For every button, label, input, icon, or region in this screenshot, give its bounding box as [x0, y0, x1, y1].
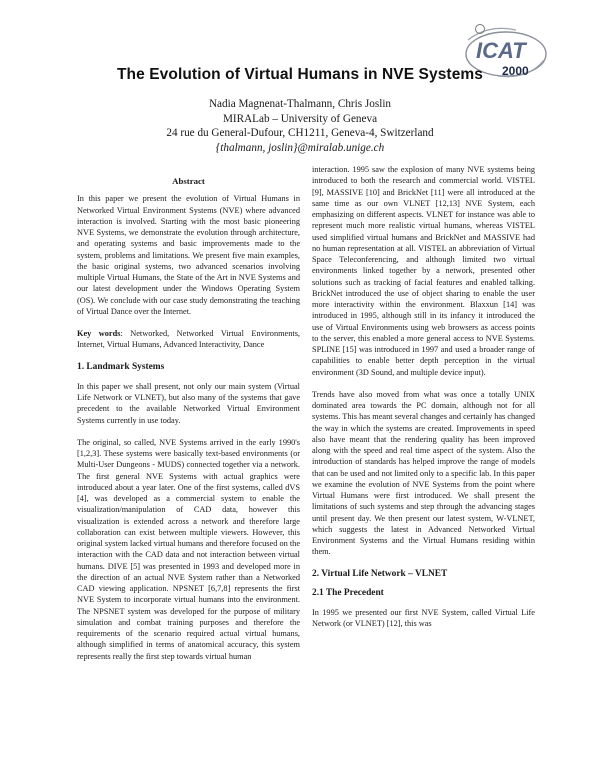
section-1-paragraph-2: The original, so called, NVE Systems arrived in the early 1990's [1,2,3]. These systems were basically text-based environments (or Multi-User Dungeons - MUDS) connected together via a network. The first general NVE Systems with actual graphics were introduced about a year later. One of the first systems, called dVS [4], was developed as a commercial system to enable the visualization/manipulation of CAD data, however this visualization is extended across a network and therefore large collaboration can exist between multiple viewers. However, this original system lacked virtual humans and therefore focused on the interaction with the CAD data and not interaction between virtual humans. DIVE [5] was presented in 1993 and developed more in the direction of an actual NVE System rather than a Networked CAD viewing application. NPSNET [6,7,8] represents the first NVE System to incorporate virtual humans into the environment. The NPSNET system was developed for the purpose of military simulation and combat training purposes and therefore the requirements of the scenario required actual virtual humans, although simplified in terms of anatomical accuracy, this system represents really the first step towards virtual human: [77, 437, 300, 661]
author-block: [0, 97, 600, 155]
right-column: [312, 164, 535, 641]
keywords: [77, 328, 300, 351]
author-email: {thalmann, joslin}@miralab.unige.ch: [215, 141, 385, 154]
paper-title: The Evolution of Virtual Humans in NVE Systems: [116, 66, 484, 83]
section-1-paragraph-4: Trends have also moved from what was once a totally UNIX dominated area towards the PC domain, although not for all systems. This has meant several changes and certainly has changed the way in which the systems are created. Improvements in speed also have meant that the rendering quality has been improved along with the speed and real time aspect of the system. Also the introduction of standards has helped improve the range of models that can be used and not limited only to a specific lab. In this paper we examine the evolution of NVE Systems from the point where Virtual Humans were first introduced. We shall present the limitations of such systems and step through the advancing stages until present day. We then present our latest system, W-VLNET, which suggests the latest in Advanced Networked Virtual Environment Systems and the Virtual Humans residing within them.: [312, 389, 535, 557]
left-column: [77, 176, 300, 673]
keywords-label: Key words: [77, 329, 121, 338]
section-2-heading: 2. Virtual Life Network – VLNET: [312, 568, 448, 579]
abstract-heading: Abstract: [172, 176, 205, 186]
logo-text-year: 2000: [502, 64, 529, 78]
author-affiliation: MIRALab – University of Geneva: [222, 112, 378, 125]
logo-text-icat: ICAT: [476, 38, 526, 63]
section-2-1-heading: 2.1 The Precedent: [312, 587, 384, 598]
author-address: 24 rue du General-Dufour, CH1211, Geneva-4, Switzerland: [166, 127, 434, 139]
section-2-paragraph-1: In 1995 we presented our first NVE System, called Virtual Life Network (or VLNET) [12], this was: [312, 608, 535, 629]
abstract-text: In this paper we present the evolution of Virtual Humans in Networked Virtual Environment Systems (NVE) where advanced interaction is involved. Starting with the most basic pioneering NVE Systems, we demonstrate the evolution through architecture, and operating systems and basic improvements made to the system, problems and limitations. We present five main examples, the basic original systems, two advanced scenarios involving multiple Virtual Humans, the State of the Art in NVE Systems and our latest development under the Windows Operating System (OS). We conclude with our case study demonstrating the teaching of Virtual Dance over the Internet.: [77, 194, 300, 316]
section-1-heading: 1. Landmark Systems: [77, 361, 165, 372]
keywords-text: : Networked, Networked Virtual Environments, Internet, Virtual Humans, Advanced Interactivity, Dance: [77, 329, 300, 350]
section-1-paragraph-3: interaction. 1995 saw the explosion of many NVE systems being introduced to both the research and commercial world. VISTEL [9], MASSIVE [10] and BrickNet [11] were all introduced at the same time as our own VLNET [12,13] NVE System, each emphasizing on different aspects. VLNET for instance was able to represent much more realistic virtual humans, whereas VISTEL used simplified virtual humans and BrickNet and MASSIVE had no human representation at all. VISTEL an abbreviation of Virtual Space Teleconferencing, and although limited two virtual environments linked together by a network, presented other solutions such as tracking of facial features and enabled talking. BrickNet introduced the use of object sharing to enable the user more interactivity within the environment. Blaxxun [14] was introduced in 1995, although still in its infancy it introduced the use of Virtual Environments using web browsers as access points to the server, this enabled a more general access to NVE Systems. SPLINE [15] was introduced in 1997 and used a broader range of capabilities to enable better depth perception in the virtual environment (3D Sound, and multiple device input).: [312, 165, 535, 377]
author-names: Nadia Magnenat-Thalmann, Chris Joslin: [208, 98, 392, 110]
section-1-paragraph-1: In this paper we shall present, not only our main system (Virtual Life Network or VLNET), but also many of the systems that gave precedent to the available Networked Virtual Environment Systems currently in use today.: [77, 381, 300, 425]
